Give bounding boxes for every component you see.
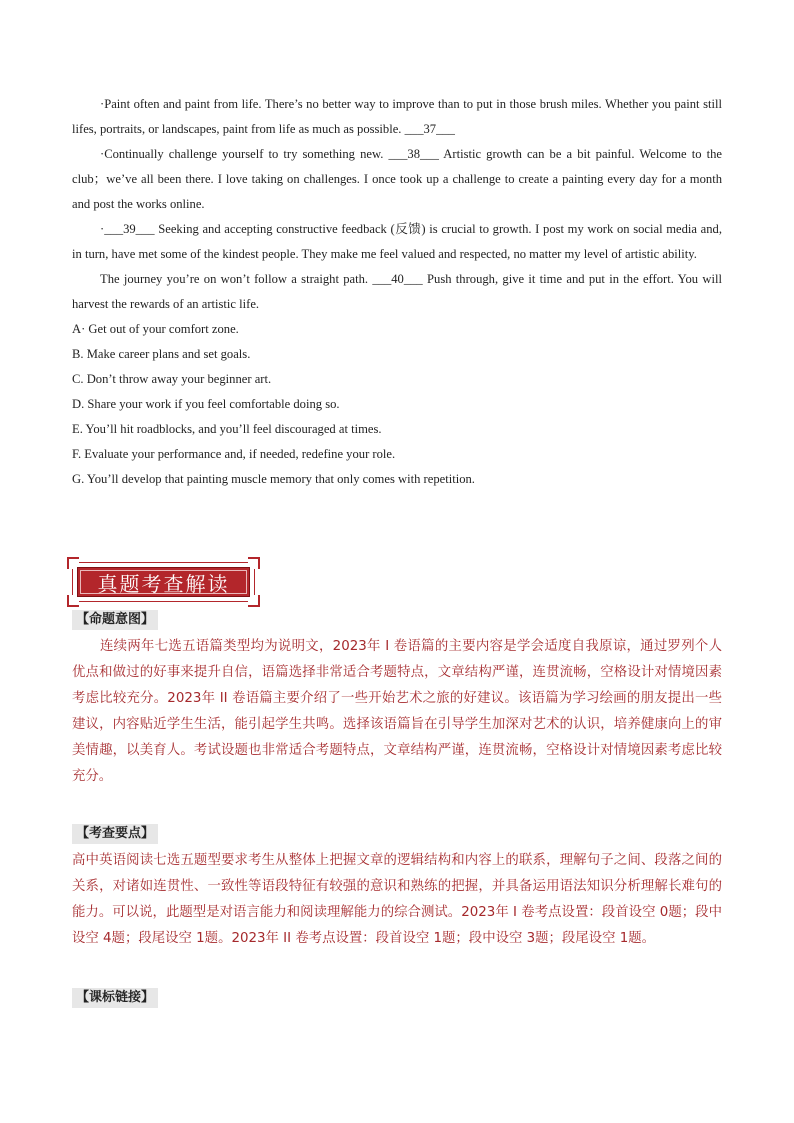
option-b: B. Make career plans and set goals. <box>72 347 251 361</box>
points-text: 高中英语阅读七选五题型要求考生从整体上把握文章的逻辑结构和内容上的联系，理解句子之间、段落之间的关系，对诸如连贯性、一致性等语段特征有较强的意识和熟练的把握，并具备运用语法知识分析理解长难句的能力。可以说，此题型是对语言能力和阅读理解能力的综合测试。2023年 I 卷考点设置：段首设空 0题；段中设空 4题；段尾设空 1题。2023年 II 卷考点设置：段首设空 1题；段中设空 3题；段尾设空 1题。 <box>72 853 722 946</box>
option-a: A· Get out of your comfort zone. <box>72 322 239 336</box>
option-d: D. Share your work if you feel comfortable doing so. <box>72 397 340 411</box>
banner-fill <box>77 567 250 597</box>
option-c: C. Don’t throw away your beginner art. <box>72 372 272 386</box>
passage-paragraph-1: ·Paint often and paint from life. There’s no better way to improve than to put in those brush miles. Whether you paint still lifes, portraits, or landscapes, paint from life as much as possible. ___37___ <box>72 97 722 136</box>
option-f: F. Evaluate your performance and, if needed, redefine your role. <box>72 447 396 461</box>
points-heading: 【考查要点】 <box>72 824 158 844</box>
option-g: G. You’ll develop that painting muscle memory that only comes with repetition. <box>72 472 475 486</box>
standard-heading: 【课标链接】 <box>72 988 158 1008</box>
section-banner <box>72 562 255 602</box>
passage-paragraph-2: ·Continually challenge yourself to try something new. ___38___ Artistic growth can be a bit painful. Welcome to the club；we’ve all been there. I love taking on challenges. I once took up a challenge to create a painting every day for a month and post the works online. <box>72 147 722 211</box>
banner-title: 真题考查解读 <box>97 571 230 596</box>
intent-heading: 【命题意图】 <box>72 610 158 630</box>
intent-section <box>72 634 722 790</box>
intent-text: 连续两年七选五语篇类型均为说明文，2023年 I 卷语篇的主要内容是学会适度自我原谅，通过罗列个人优点和做过的好事来提升自信，语篇选择非常适合考题特点，文章结构严谨，连贯流畅，空格设计对情境因素考虑比较充分。2023年 II 卷语篇主要介绍了一些开始艺术之旅的好建议。该语篇为学习绘画的朋友提出一些建议，内容贴近学生生活，能引起学生共鸣。选择该语篇旨在引导学生加深对艺术的认识，培养健康向上的审美情趣，以美育人。考试设题也非常适合考题特点，文章结构严谨，连贯流畅，空格设计对情境因素考虑比较充分。 <box>72 639 722 784</box>
option-e: E. You’ll hit roadblocks, and you’ll feel discouraged at times. <box>72 422 382 436</box>
points-section <box>72 848 722 952</box>
english-passage <box>72 92 722 492</box>
passage-paragraph-3: ·___39___ Seeking and accepting constructive feedback (反馈) is crucial to growth. I post my work on social media and, in turn, have met some of the kindest people. They make me feel valued and respected, no matter my level of artistic ability. <box>72 222 722 261</box>
passage-paragraph-4: The journey you’re on won’t follow a straight path. ___40___ Push through, give it time and put in the effort. You will harvest the rewards of an artistic life. <box>72 272 722 311</box>
